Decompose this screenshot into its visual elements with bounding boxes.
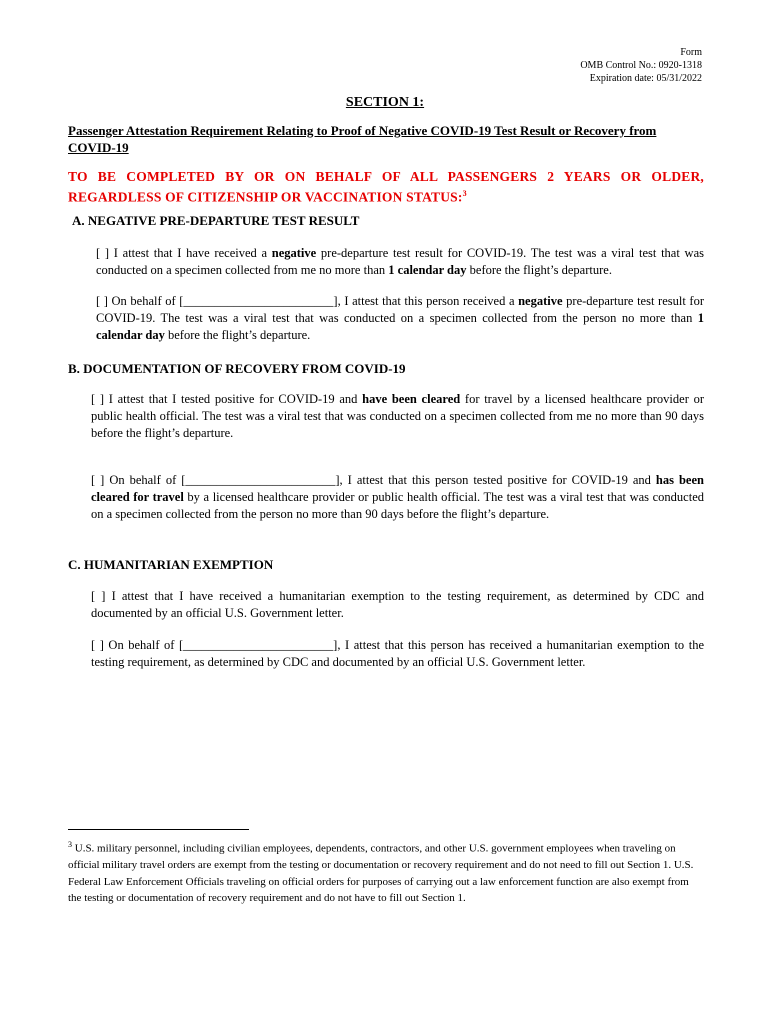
section-c-self-attestation: [ ] I attest that I have received a humanitarian exemption to the testing requirement, as determined by CDC and documented by an official U.S. Government letter.	[91, 589, 704, 620]
section-a-behalf-attestation: [ ] On behalf of [________________________], I attest that this person received a negative pre-departure test result for COVID-19. The test was a viral test that was conducted on a specimen collected from the person no more than 1 calendar day before the flight’s departure.	[96, 294, 704, 342]
form-header	[580, 46, 702, 85]
section-b-heading: B. DOCUMENTATION OF RECOVERY FROM COVID-19	[68, 361, 406, 376]
instruction-banner	[68, 168, 704, 206]
footnote-text: U.S. military personnel, including civilian employees, dependents, contractors, and other U.S. government employees when traveling on official military travel orders are exempt from the testing or documentation or recovery requirement and do not need to fill out Section 1. U.S. Federal Law Enforcement Officials traveling on official orders for purposes of carrying out a law enforcement function are also exempt from the testing or documentation of recovery requirement and do not have to fill out Section 1.	[68, 842, 694, 905]
footnote	[68, 837, 704, 907]
footnote-number: 3	[68, 840, 72, 849]
section-b-self-attestation: [ ] I attest that I tested positive for COVID-19 and have been cleared for travel by a licensed healthcare provider or public health official. The test was a viral test that was conducted on a specimen collected from me no more than 90 days before the flight’s departure.	[91, 392, 704, 440]
section-c-behalf-attestation: [ ] On behalf of [________________________], I attest that this person has received a humanitarian exemption to the testing requirement, as determined by CDC and documented by an official U.S. Government letter.	[91, 638, 704, 669]
omb-control-number: OMB Control No.: 0920-1318	[580, 60, 702, 71]
section-c-heading: C. HUMANITARIAN EXEMPTION	[68, 557, 274, 572]
requirement-title: Passenger Attestation Requirement Relating to Proof of Negative COVID-19 Test Result or Recovery from COVID-19	[68, 123, 657, 155]
footnote-reference: 3	[462, 189, 467, 198]
instruction-text: TO BE COMPLETED BY OR ON BEHALF OF ALL PASSENGERS 2 YEARS OR OLDER, REGARDLESS OF CITIZENSHIP OR VACCINATION STATUS:	[68, 169, 704, 205]
footnote-divider	[68, 829, 249, 830]
section-a-self-attestation: [ ] I attest that I have received a negative pre-departure test result for COVID-19. The test was a viral test that was conducted on a specimen collected from me no more than 1 calendar day before the flight’s departure.	[96, 246, 704, 277]
form-label: Form	[680, 47, 702, 58]
section-b-behalf-attestation: [ ] On behalf of [________________________], I attest that this person tested positive for COVID-19 and has been cleared for travel by a licensed healthcare provider or public health official. The test was a viral test that was conducted on a specimen collected from the person no more than 90 days before the flight’s departure.	[91, 473, 704, 521]
section-a-heading: A. NEGATIVE PRE-DEPARTURE TEST RESULT	[72, 213, 360, 228]
expiration-date: Expiration date: 05/31/2022	[589, 73, 702, 84]
section-title: SECTION 1:	[345, 95, 425, 110]
